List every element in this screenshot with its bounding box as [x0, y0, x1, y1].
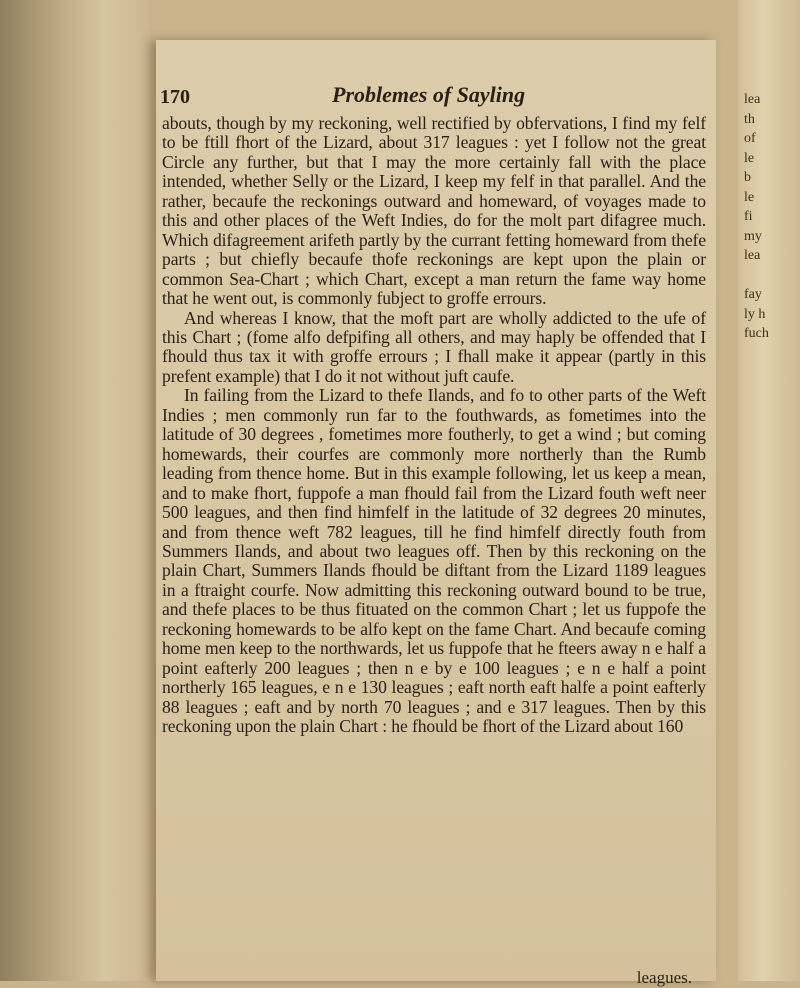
body-text — [162, 114, 706, 737]
paragraph-3: In failing from the Lizard to thefe Ilands, and fo to other parts of the Weft Indies ; men commonly run far to the fouthwards, as fometimes into the latitude of 30 degrees , fometimes more foutherly, to get a wind ; but coming homewards, their courfes are commonly more northerly than the Rumb leading from thence home. But in this example following, let us keep a mean, and to make fhort, fuppofe a man fhould fail from the Lizard fouth weft neer 500 leagues, and then find himfelf in the latitude of 32 degrees 20 minutes, and from thence weft 782 leagues, till he find himfelf directly fouth from Summers Ilands, and about two leagues off. Then by this reckoning on the plain Chart, Summers Ilands fhould be diftant from the Lizard 1189 leagues in a ftraight courfe. Now admitting this reckoning outward bound to be true, and thefe places to be thus fituated on the common Chart ; let us fuppofe the reckoning homewards to be alfo kept on the fame Chart. And becaufe coming home men keep to the northwards, let us fuppofe that he fteers away n e half a point eafterly 200 leagues ; then n e by e 100 leagues ; e n e half a point northerly 165 leagues, e n e 130 leagues ; eaft north eaft halfe a point eafterly 88 leagues ; eaft and by north 70 leagues ; and e 317 leagues. Then by this reckoning upon the plain Chart : he fhould be fhort of the Lizard about 160 — [162, 385, 706, 737]
next-page-edge-text: lea th of le b le fi my lea fay ly h fuch — [744, 92, 769, 341]
scan-shadow-left — [0, 0, 150, 981]
book-page — [156, 40, 716, 987]
running-head: Problemes of Sayling — [332, 82, 526, 107]
page-number: 170 — [160, 86, 190, 108]
paragraph-2: And whereas I know, that the moft part are wholly addicted to the ufe of this Chart ; (fome alfo defpifing all others, and may haply be offended that I fhould thus tax it with groffe errours ; I fhall make it appear (partly in this prefent example) that I do it not without juft caufe. — [162, 307, 706, 386]
page-header — [156, 82, 716, 112]
paragraph-1: abouts, though by my reckoning, well rectified by obfervations, I find my felf to be ftill fhort of the Lizard, about 317 leagues : yet I follow not the great Circle any further, but that I may the more certainly fall with the place intended, whether Selly or the Lizard, I keep my felf in that parallel. And the rather, becaufe the reckonings outward and homeward, of voyages made to this and other places of the Weft Indies, do for the molt part difagree much. Which difagreement arifeth partly by the currant fetting homeward from thefe parts ; but chiefly becaufe thofe reckonings are kept upon the plain or common Sea-Chart ; which Chart, except a man return the fame way home that he went out, is commonly fubject to groffe errours. — [162, 113, 706, 309]
catchword: leagues. — [636, 968, 692, 987]
